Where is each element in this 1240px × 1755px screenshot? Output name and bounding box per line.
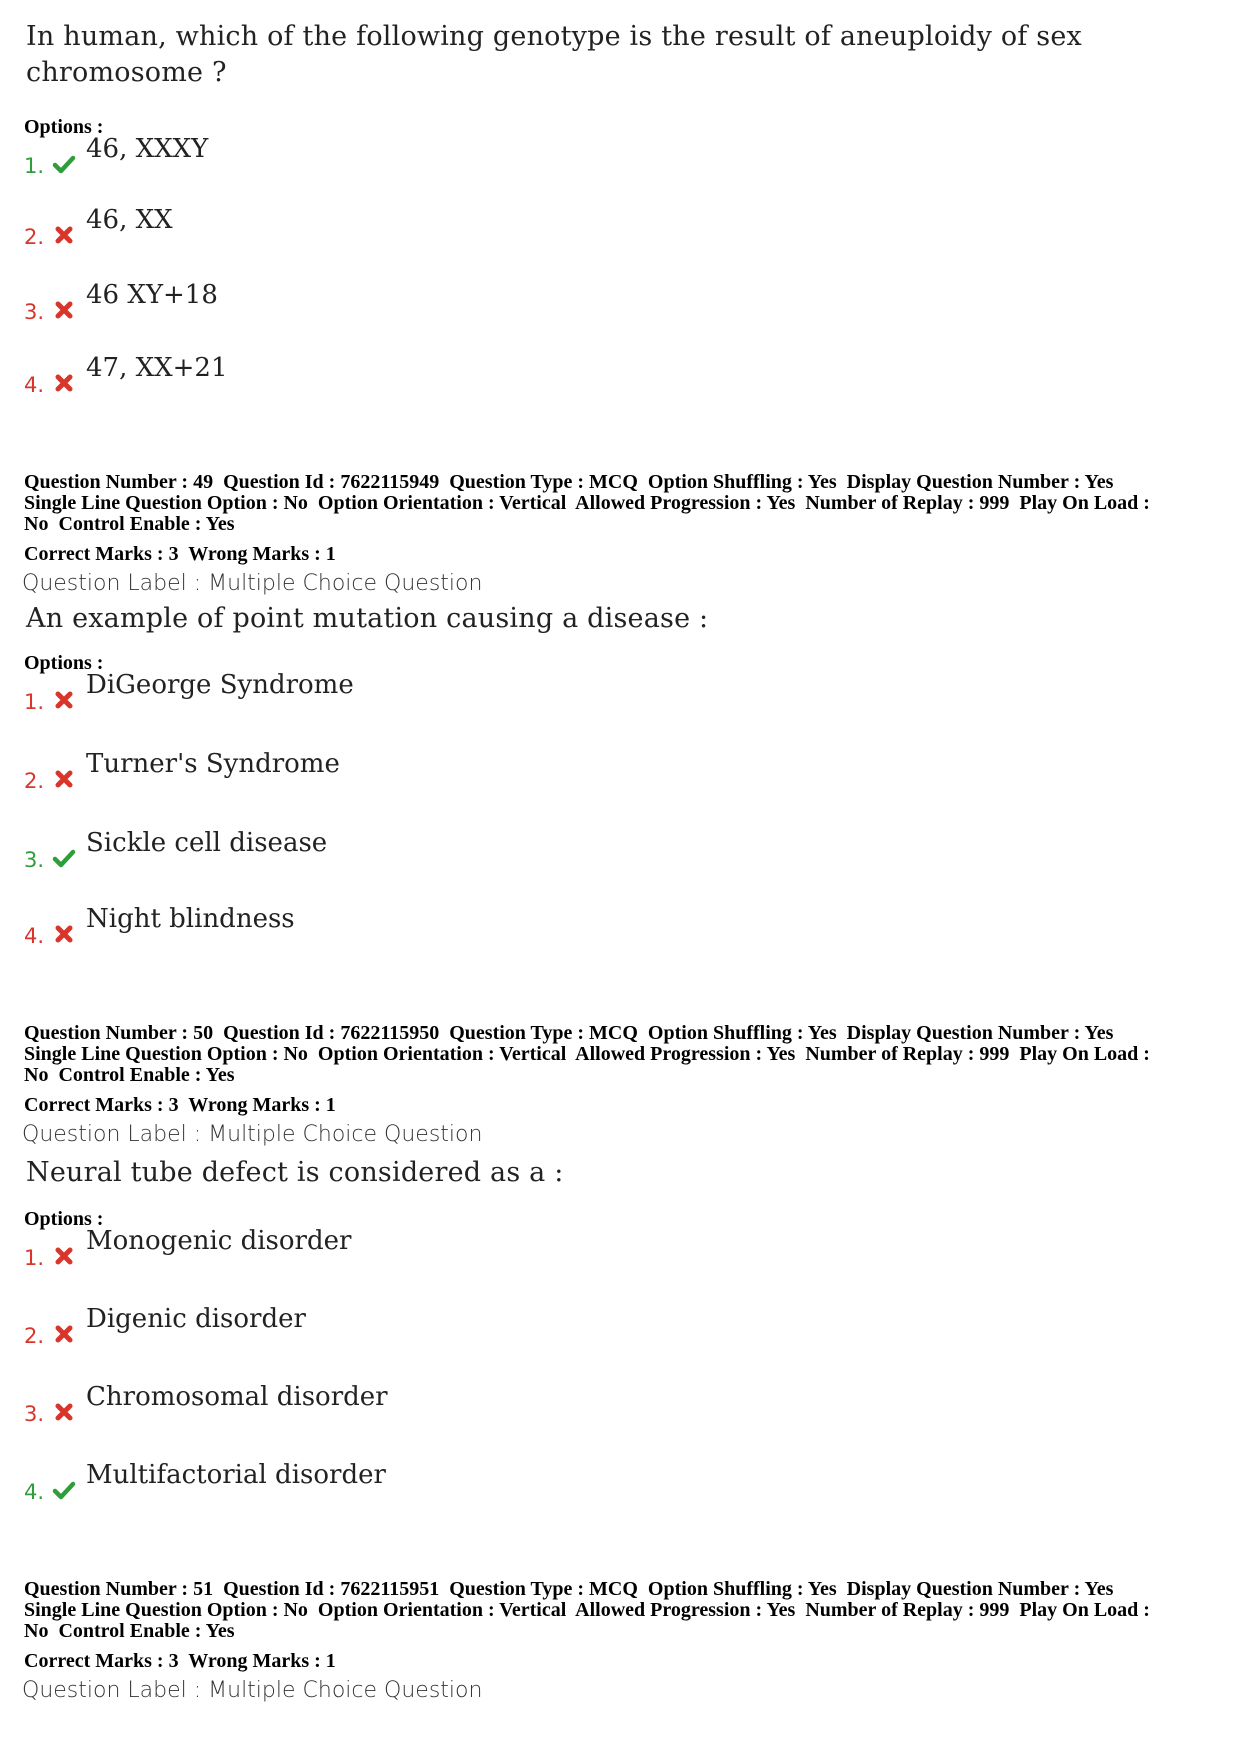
question-49-option-4 (24, 904, 624, 948)
option-text: DiGeorge Syndrome (86, 670, 354, 700)
cross-icon (52, 1400, 76, 1424)
option-text: 46, XXXY (86, 134, 209, 164)
question-49-option-1 (24, 670, 624, 714)
option-text: Sickle cell disease (86, 828, 328, 858)
question-50-meta-line2: Single Line Question Option : No Option Orientation : Vertical Allowed Progression : Yes Number of Replay : 999 Play On Load : (24, 1043, 1150, 1065)
option-number: 3. (24, 300, 45, 324)
question-50-option-2 (24, 1304, 624, 1348)
question-51-meta-line3: No Control Enable : Yes (24, 1620, 235, 1642)
option-text: Multifactorial disorder (86, 1460, 386, 1490)
check-icon (52, 1478, 76, 1502)
question-50-option-4 (24, 1460, 624, 1504)
option-number: 2. (24, 225, 45, 249)
option-text: Night blindness (86, 904, 295, 934)
question-48-text-line1: In human, which of the following genotype is the result of aneuploidy of sex (26, 21, 1082, 52)
question-50-meta-line3: No Control Enable : Yes (24, 1064, 235, 1086)
option-number: 1. (24, 1246, 45, 1270)
question-50-option-1 (24, 1226, 624, 1270)
cross-icon (52, 1322, 76, 1346)
cross-icon (52, 371, 76, 395)
question-48-option-1 (24, 134, 624, 178)
question-50-text: Neural tube defect is considered as a : (26, 1157, 564, 1188)
question-48-option-3 (24, 280, 624, 324)
option-number: 3. (24, 848, 45, 872)
question-51-meta-line1: Question Number : 51 Question Id : 7622115951 Question Type : MCQ Option Shuffling : Yes Display Question Number : Yes (24, 1578, 1114, 1600)
option-text: 47, XX+21 (86, 353, 228, 383)
option-number: 1. (24, 154, 45, 178)
question-48-options-label: Options : (24, 116, 104, 138)
cross-icon (52, 688, 76, 712)
question-48-option-4 (24, 353, 624, 397)
question-51-label: Question Label : Multiple Choice Question (22, 1678, 483, 1703)
question-49-meta-line3: No Control Enable : Yes (24, 513, 235, 535)
option-text: Digenic disorder (86, 1304, 306, 1334)
option-text: 46, XX (86, 205, 173, 235)
cross-icon (52, 298, 76, 322)
option-text: Chromosomal disorder (86, 1382, 388, 1412)
question-49-option-2 (24, 749, 624, 793)
option-number: 2. (24, 1324, 45, 1348)
question-49-text: An example of point mutation causing a disease : (26, 603, 709, 634)
option-number: 4. (24, 924, 45, 948)
question-48-option-2 (24, 205, 624, 249)
question-50-options-label: Options : (24, 1208, 104, 1230)
option-text: 46 XY+18 (86, 280, 218, 310)
question-49-options-label: Options : (24, 652, 104, 674)
question-50-meta-line1: Question Number : 50 Question Id : 7622115950 Question Type : MCQ Option Shuffling : Yes Display Question Number : Yes (24, 1022, 1114, 1044)
question-49-meta-line1: Question Number : 49 Question Id : 7622115949 Question Type : MCQ Option Shuffling : Yes Display Question Number : Yes (24, 471, 1114, 493)
question-48-text-line2: chromosome ? (26, 57, 227, 88)
option-number: 3. (24, 1402, 45, 1426)
cross-icon (52, 767, 76, 791)
option-number: 2. (24, 769, 45, 793)
question-49-meta-line2: Single Line Question Option : No Option Orientation : Vertical Allowed Progression : Yes Number of Replay : 999 Play On Load : (24, 492, 1150, 514)
question-50-option-3 (24, 1382, 624, 1426)
option-number: 1. (24, 690, 45, 714)
cross-icon (52, 223, 76, 247)
question-51-meta-line2: Single Line Question Option : No Option Orientation : Vertical Allowed Progression : Yes Number of Replay : 999 Play On Load : (24, 1599, 1150, 1621)
cross-icon (52, 1244, 76, 1268)
check-icon (52, 152, 76, 176)
question-49-option-3 (24, 828, 624, 872)
option-text: Monogenic disorder (86, 1226, 352, 1256)
question-49-marks: Correct Marks : 3 Wrong Marks : 1 (24, 543, 336, 565)
check-icon (52, 846, 76, 870)
option-number: 4. (24, 373, 45, 397)
question-49-label: Question Label : Multiple Choice Question (22, 571, 483, 596)
question-50-label: Question Label : Multiple Choice Question (22, 1122, 483, 1147)
question-50-marks: Correct Marks : 3 Wrong Marks : 1 (24, 1094, 336, 1116)
option-text: Turner's Syndrome (86, 749, 340, 779)
option-number: 4. (24, 1480, 45, 1504)
question-51-marks: Correct Marks : 3 Wrong Marks : 1 (24, 1650, 336, 1672)
cross-icon (52, 922, 76, 946)
